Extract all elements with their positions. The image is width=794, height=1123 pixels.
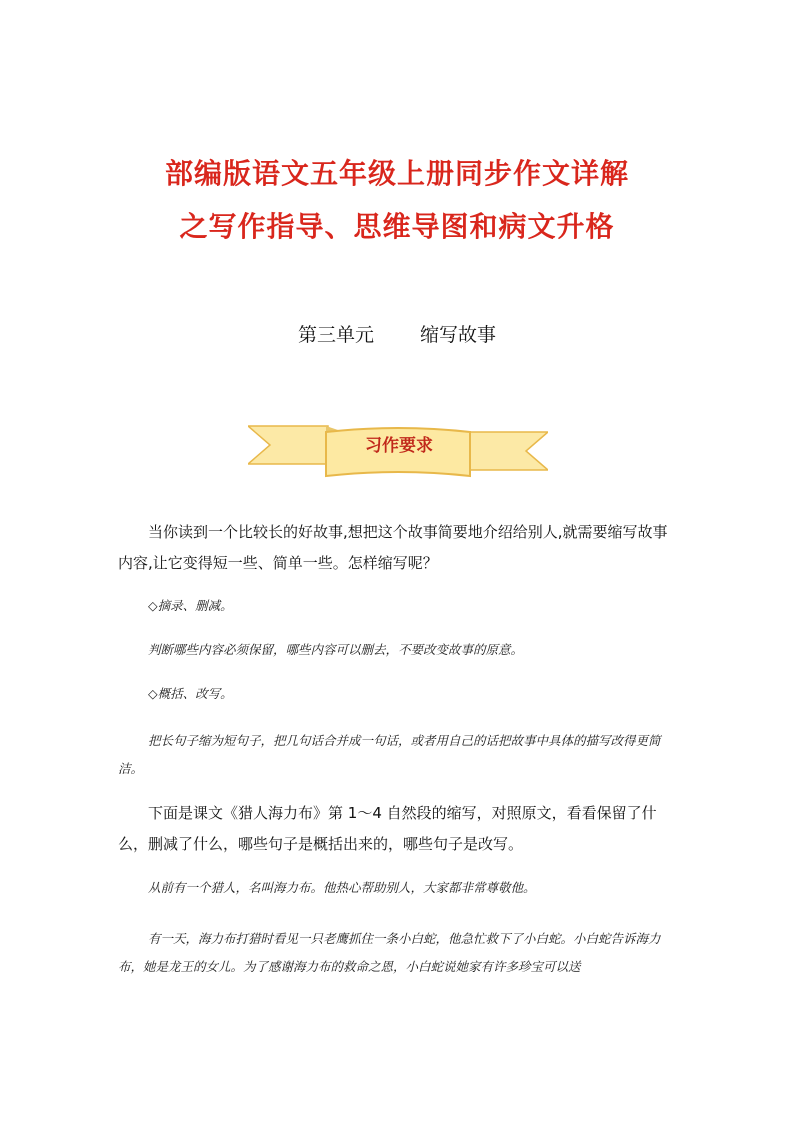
document-title-line2: 之写作指导、思维导图和病文升格 [179,210,615,243]
banner-label: 习作要求 [365,436,433,456]
unit-heading [0,326,794,345]
example-intro-paragraph: 下面是课文《猎人海力布》第 1～4 自然段的缩写，对照原文，看看保留了什么，删减了什么，哪些句子是概括出来的，哪些句子是改写。 [118,804,657,853]
example-paragraph-2: 有一天，海力布打猎时看见一只老鹰抓住一条小白蛇，他急忙救下了小白蛇。小白蛇告诉海力布，她是龙王的女儿。为了感谢海力布的救命之恩，小白蛇说她家有许多珍宝可以送 [118,931,661,974]
method-text-1: 判断哪些内容必须保留，哪些内容可以删去，不要改变故事的原意。 [148,642,524,657]
ribbon-left-tail [248,426,328,464]
unit-number: 第三单元 [297,324,374,346]
unit-topic: 缩写故事 [420,324,497,346]
example-paragraph-1: 从前有一个猎人，名叫海力布。他热心帮助别人，大家都非常尊敬他。 [148,880,536,895]
method-text-2: 把长句子缩为短句子，把几句话合并成一句话，或者用自己的话把故事中具体的描写改得更简洁。 [118,733,661,776]
intro-paragraph: 当你读到一个比较长的好故事,想把这个故事简要地介绍给别人,就需要缩写故事内容,让它变得短一些、简单一些。怎样缩写呢？ [118,523,668,572]
method-heading-1: ◇摘录、删减。 [148,598,233,613]
method-heading-2: ◇概括、改写。 [148,686,233,701]
document-title-line1: 部编版语文五年级上册同步作文详解 [164,157,629,190]
ribbon-right-tail [468,432,548,470]
